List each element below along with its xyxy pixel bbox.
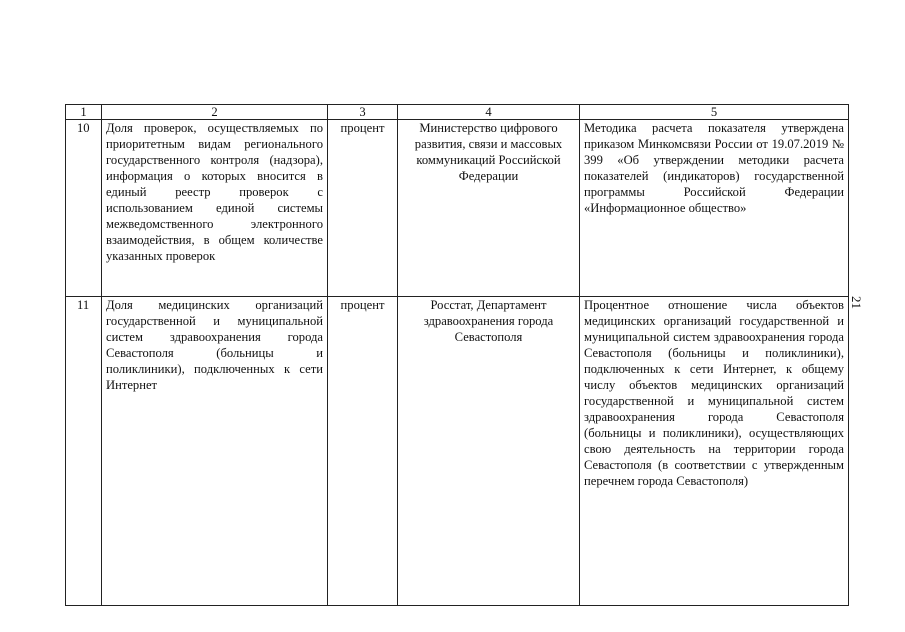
page-number: 21 xyxy=(849,296,864,309)
calculation-method: Процентное отношение числа объектов медицинских организаций государственной и муниципальной систем здравоохранения города Севастополя (больницы и поликлиники), подключенных к сети Интернет, к общему числу объектов медицинских организаций государственной и муниципальной систем здравоохранения города Севастополя (больницы и поликлиники), осуществляющих свою деятельность на территории города Севастополя (в соответствии с утвержденным перечнем города Севастополя) xyxy=(580,297,849,606)
indicator-name: Доля медицинских организаций государственной и муниципальной систем здравоохранения города Севастополя (больницы и поликлиники), подключенных к сети Интернет xyxy=(102,297,328,606)
header-cell-2: 2 xyxy=(102,105,328,120)
table-header-row xyxy=(66,105,849,120)
indicator-name: Доля проверок, осуществляемых по приоритетным видам регионального государственного контроля (надзора), информация о которых вносится в единый реестр проверок с использованием единой системы межведомственного электронного взаимодействия, в общем количестве указанных проверок xyxy=(102,120,328,297)
data-source: Министерство цифрового развития, связи и массовых коммуникаций Российской Федерации xyxy=(398,120,580,297)
row-number: 11 xyxy=(66,297,102,606)
header-cell-1: 1 xyxy=(66,105,102,120)
header-cell-4: 4 xyxy=(398,105,580,120)
header-cell-3: 3 xyxy=(328,105,398,120)
row-number: 10 xyxy=(66,120,102,297)
calculation-method: Методика расчета показателя утверждена приказом Минкомсвязи России от 19.07.2019 № 399 «Об утверждении методики расчета показателей (индикаторов) государственной программы Российской Федерации «Информационное общество» xyxy=(580,120,849,297)
table-row xyxy=(66,297,849,606)
header-cell-5: 5 xyxy=(580,105,849,120)
unit-of-measure: процент xyxy=(328,297,398,606)
table-row xyxy=(66,120,849,297)
indicators-table xyxy=(65,104,849,606)
data-source: Росстат, Департамент здравоохранения города Севастополя xyxy=(398,297,580,606)
unit-of-measure: процент xyxy=(328,120,398,297)
